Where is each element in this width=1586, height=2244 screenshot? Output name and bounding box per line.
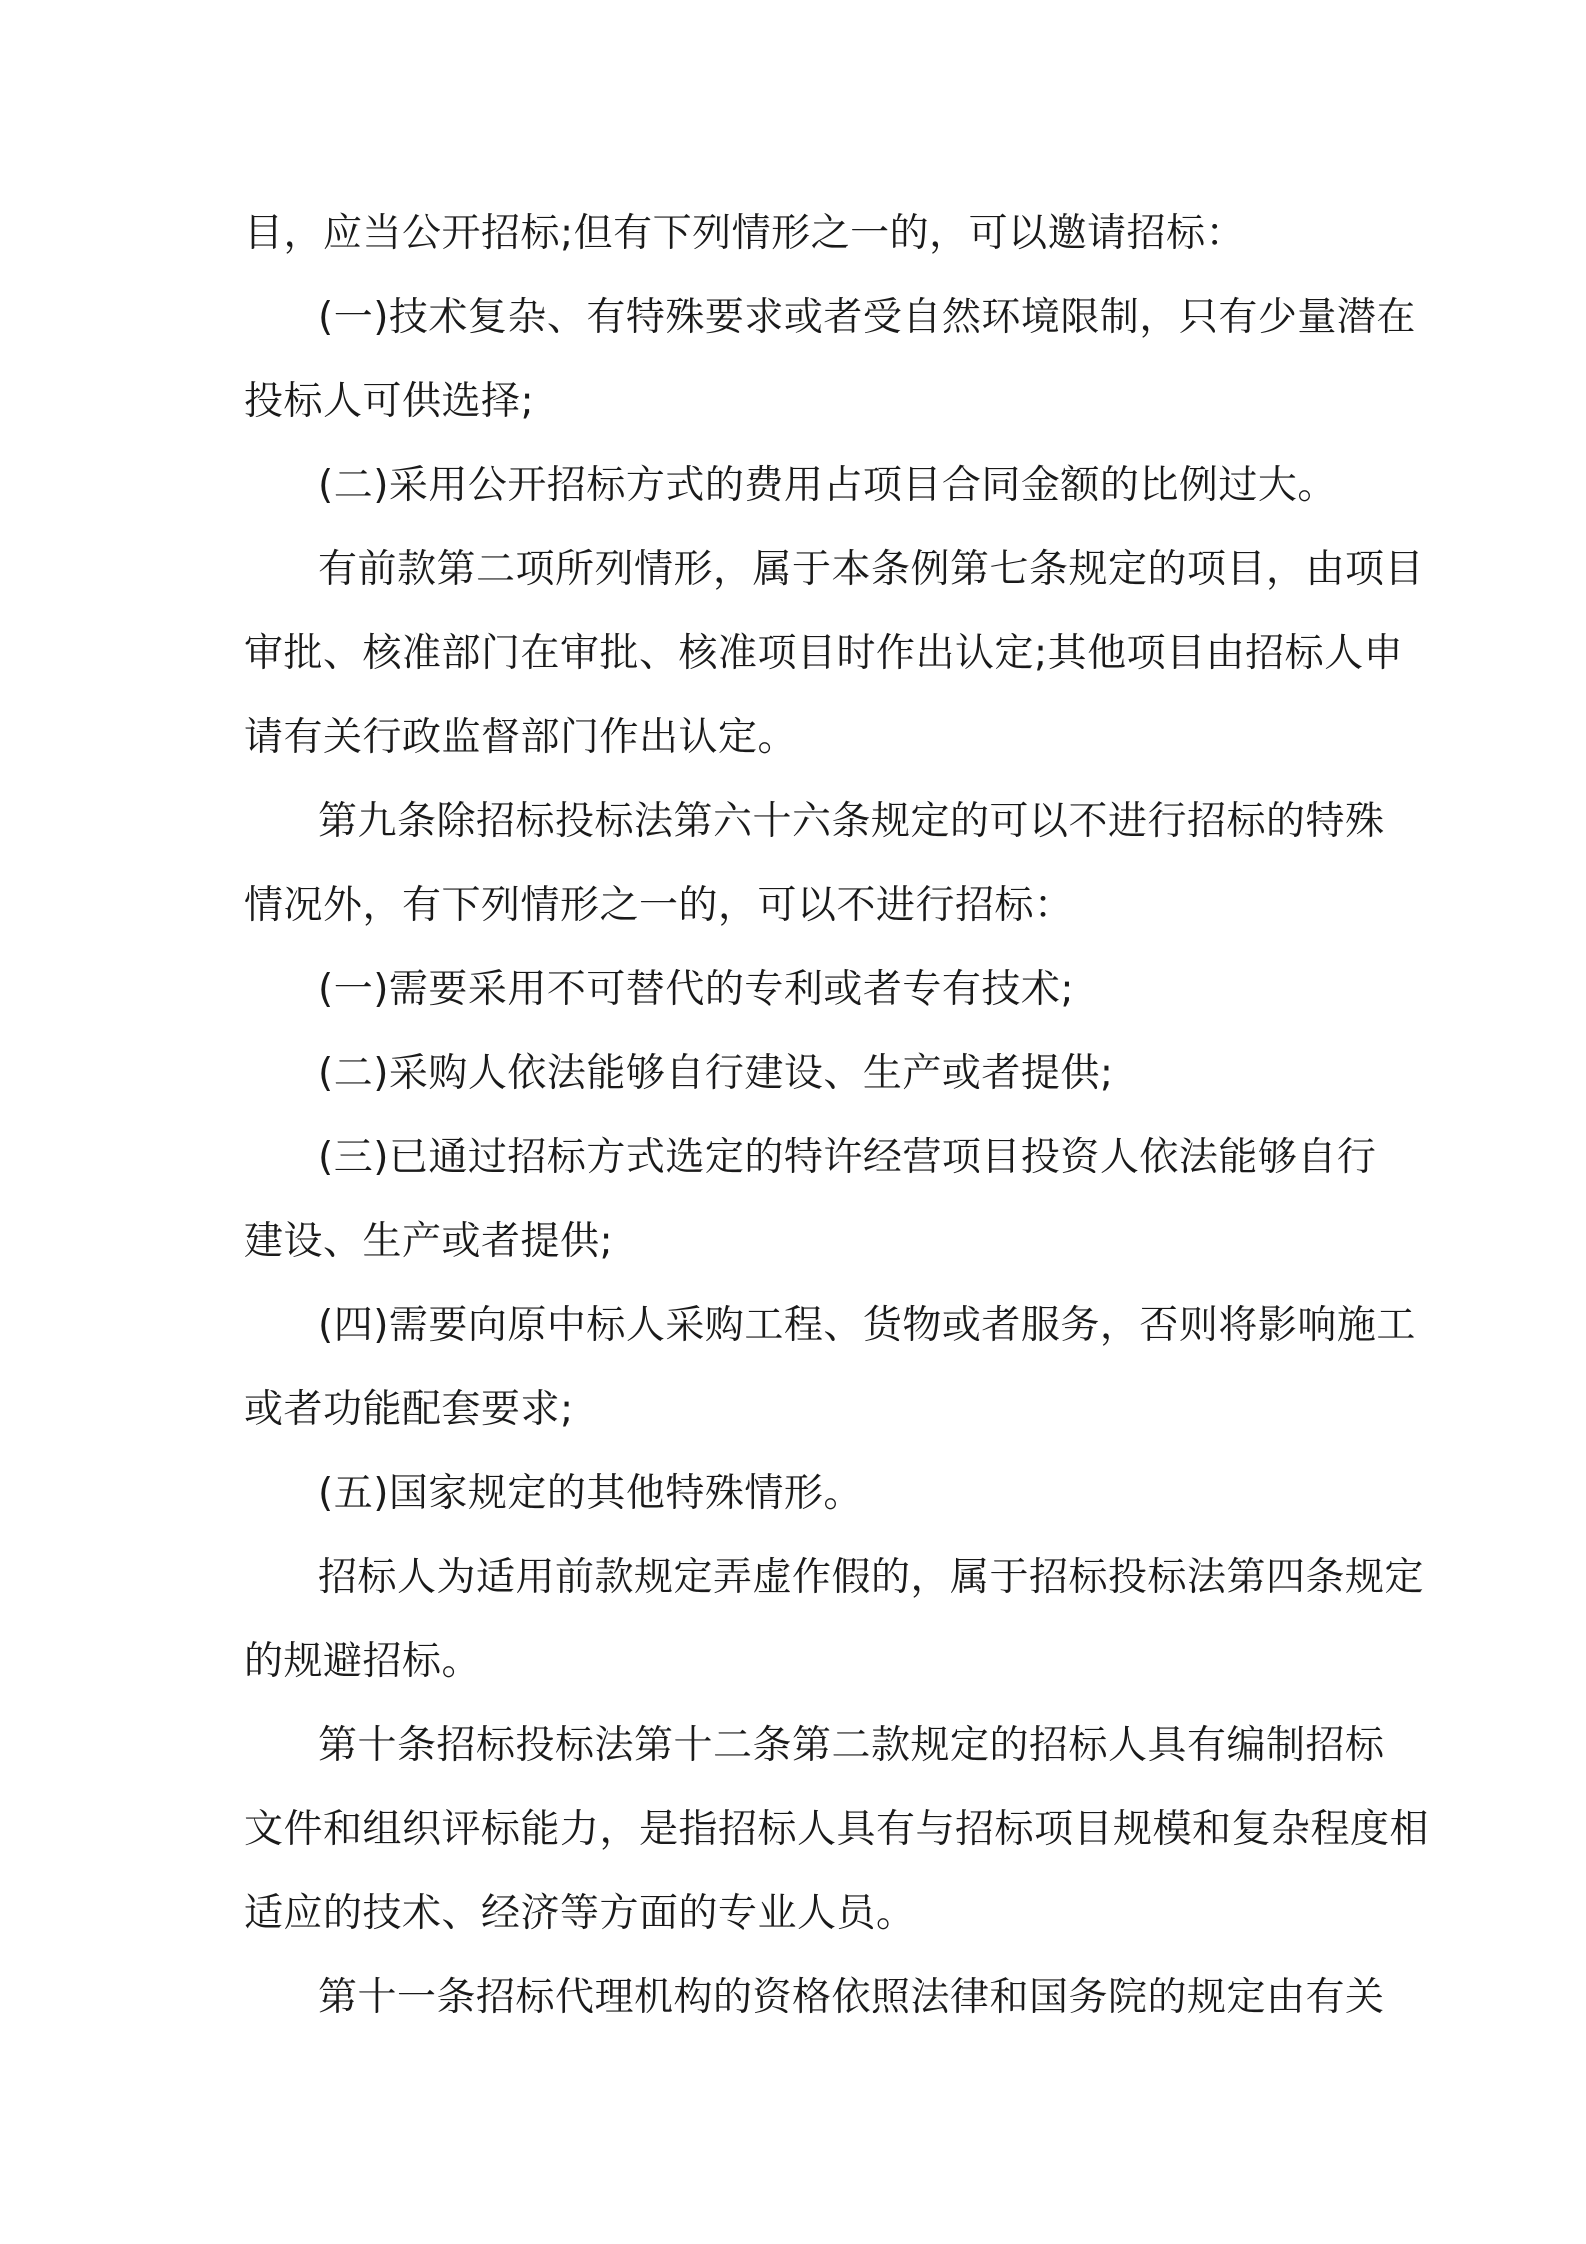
text-line: 投标人可供选择; xyxy=(244,379,535,424)
text-line: (三)已通过招标方式选定的特许经营项目投资人依法能够自行 xyxy=(318,1135,1377,1180)
text-line: (一)需要采用不可替代的专利或者专有技术; xyxy=(318,967,1075,1012)
text-line: 第十一条招标代理机构的资格依照法律和国务院的规定由有关 xyxy=(318,1975,1385,2020)
text-line: 或者功能配套要求; xyxy=(244,1387,574,1432)
text-line: 的规避招标。 xyxy=(244,1639,482,1684)
text-line: 有前款第二项所列情形，属于本条例第七条规定的项目，由项目 xyxy=(318,547,1425,592)
text-line: 请有关行政监督部门作出认定。 xyxy=(244,715,798,760)
text-line: (二)采用公开招标方式的费用占项目合同金额的比例过大。 xyxy=(318,463,1337,508)
text-line: 目，应当公开招标;但有下列情形之一的，可以邀请招标： xyxy=(244,211,1246,256)
document-body xyxy=(244,192,1430,2040)
text-line: 情况外，有下列情形之一的，可以不进行招标： xyxy=(244,883,1074,928)
text-line: 第九条除招标投标法第六十六条规定的可以不进行招标的特殊 xyxy=(318,799,1385,844)
text-line: 第十条招标投标法第十二条第二款规定的招标人具有编制招标 xyxy=(318,1723,1385,1768)
text-line: (五)国家规定的其他特殊情形。 xyxy=(318,1471,863,1516)
text-line: 招标人为适用前款规定弄虚作假的，属于招标投标法第四条规定 xyxy=(318,1555,1425,1600)
text-line: (四)需要向原中标人采购工程、货物或者服务，否则将影响施工 xyxy=(318,1303,1416,1348)
text-line: 适应的技术、经济等方面的专业人员。 xyxy=(244,1891,916,1936)
text-line: 审批、核准部门在审批、核准项目时作出认定;其他项目由招标人申 xyxy=(244,631,1404,676)
text-line: 建设、生产或者提供; xyxy=(244,1219,614,1264)
text-line: 文件和组织评标能力，是指招标人具有与招标项目规模和复杂程度相 xyxy=(244,1807,1430,1852)
text-line: (一)技术复杂、有特殊要求或者受自然环境限制，只有少量潜在 xyxy=(318,295,1416,340)
text-line: (二)采购人依法能够自行建设、生产或者提供; xyxy=(318,1051,1114,1096)
